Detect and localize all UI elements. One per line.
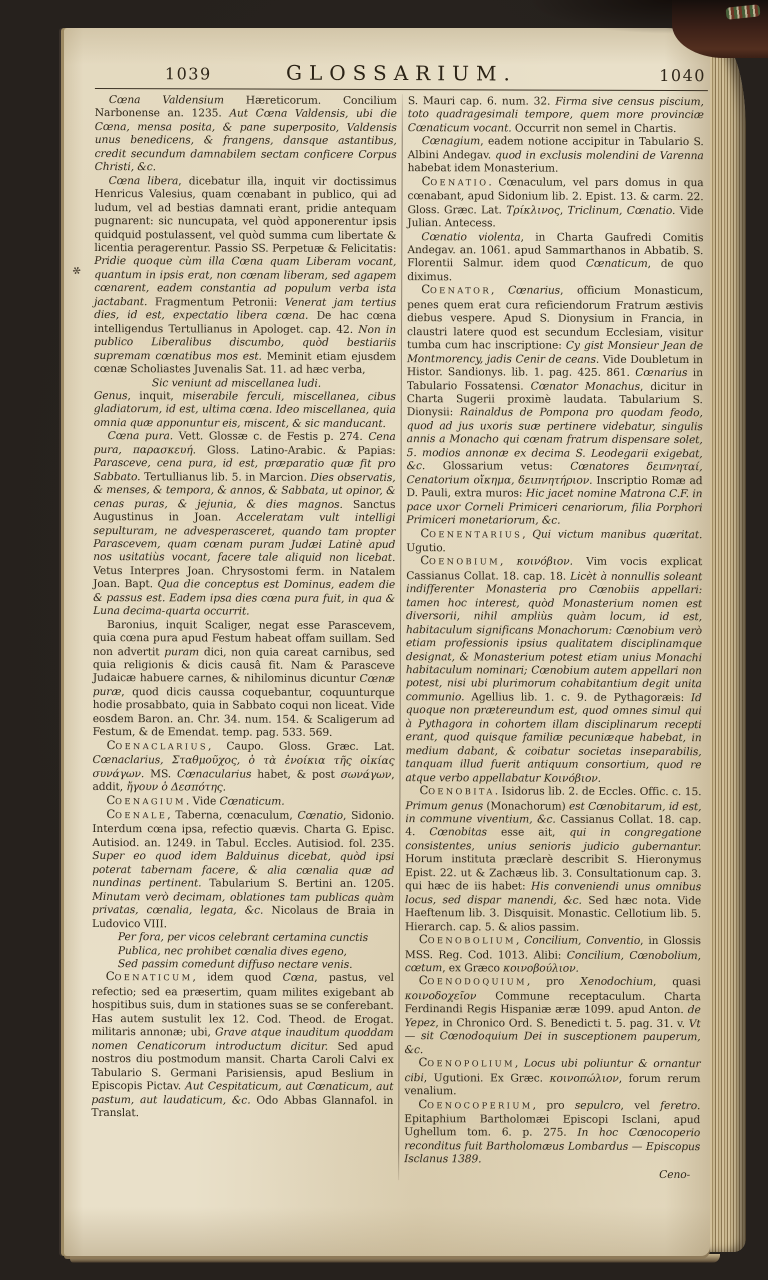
verse-block: [94, 376, 396, 391]
text-run: Vide Julian. Antecess.: [407, 203, 704, 230]
text-run: Cœnatores: [570, 459, 647, 474]
entry-coenagium-2: [408, 134, 704, 175]
entry-headword: C: [420, 553, 430, 568]
text-run: Parasceve, cena pura, id est, præparatio quæ fit pro Sabbato.: [93, 456, 396, 483]
text-run: Vt — sit Cœnodoquium Dei in susceptionem pauperum, &c.: [404, 1016, 701, 1056]
entry-coenator: [406, 283, 703, 527]
entry-coenopolium: [404, 1056, 700, 1098]
text-run: , addit,: [92, 767, 395, 794]
text-run: , pastus, vel refectio; sed ea præsertim, quam milites exigebant ab hospitibus suis, dum in stationes suas se se conferebant. Has autem sustulit lex 12. Cod. Theod. de Erogat. militaris annonæ; ubi,: [91, 971, 394, 1039]
text-run: Fragmentum Petronii:: [147, 294, 285, 309]
entry-coenagium: [92, 794, 394, 810]
entry-headword: C: [106, 807, 116, 822]
text-run: Baronius, inquit Scaliger, negat esse Parascevem, quia cœna pura apud Festum habeat offam suillam. Sed non advertit: [92, 617, 396, 658]
text-run: S. Mauri cap. 6. num. 32.: [407, 94, 556, 108]
text-run: Dies observatis, & menses, & tempora, & annos, & Sabbata, ut opinor, & cenas puras, & jejunia, & dies magnos.: [93, 470, 396, 511]
text-run: Κοινόβιον.: [543, 771, 602, 785]
entry-headword: C: [418, 973, 428, 988]
entry-headword: C: [105, 969, 115, 984]
text-run: , forum rerum venalium.: [404, 1071, 701, 1098]
text-run: κοινοπώλιον: [549, 1071, 619, 1085]
text-run: . Isidorus lib. 2. de Eccles. Offic. c. 15.: [494, 784, 702, 799]
text-run: ,: [515, 933, 525, 947]
text-run: , Ugutioni. Ex Græc.: [423, 1070, 550, 1085]
text-run: Qua die conceptus est Dominus, eadem die & passus est. Eadem ipsa dies cœna pura fuit, in qua & Luna decima-quarta occurrit.: [93, 577, 396, 618]
book-page: [64, 28, 710, 1256]
text-run: ἤγουν ὁ Δεσπότης.: [126, 780, 227, 794]
text-run: dici, non quia careat carnibus, sed quia religionis & dicis causâ fit. Nam & Parasceve Judaicæ habuere carnes, & nihilominus dicuntur: [92, 644, 395, 686]
text-run: κοινοδοχεῖον: [404, 988, 477, 1003]
text-run: Concilium, Cœnobolium, cœtum: [404, 948, 701, 975]
text-run: σωνάγων: [340, 767, 392, 781]
text-run: feretro: [660, 1098, 698, 1112]
verse-line: Per fora, per vicos celebrant certamina cunctis: [117, 930, 369, 945]
text-run: Sanctus Augustinus in Joan.: [93, 497, 396, 524]
text-run: παρασκευή.: [132, 442, 196, 457]
entry-headword: OENACLARIUS: [115, 740, 208, 752]
entry-headword: OENOBOLIUM: [427, 935, 516, 946]
text-run: , inquit,: [127, 389, 183, 403]
entry-baronius: [93, 618, 395, 740]
text-run: Firma sive census piscium, toto quadragesimali tempore, quem more provinciæ Cœnaticum vocant.: [407, 94, 704, 135]
entry-coenatio: [407, 175, 703, 231]
text-run: Sed apud nostros diu postmodum mansit. Charta Caroli Calvi ex Tabulario S. Germani Parisiensis, apud Beslium in Episcopis Pictav.: [91, 1039, 394, 1093]
text-run: , Taberna, cœnaculum,: [167, 808, 298, 822]
text-run: Meminit etiam ejusdem cœnæ Scholiastes Juvenalis Sat. 11. ad hæc verba,: [93, 349, 397, 377]
text-run: sepulcro: [574, 1098, 621, 1112]
verse-line: Publica, nec prohibet cœnalia dives egeno,: [117, 943, 347, 958]
text-run: ,: [559, 203, 568, 217]
text-run: Rainaldus de Pompona pro quodam feodo, quod ad jus uxoris suæ pertinere videbatur, singulis annis a Monacho qui cœnam fratrum dispensare solet, 5. modios annonæ ex decima S. Leodegarii exigebat, &c.: [406, 405, 703, 473]
text-run: Cœnator Monachus: [530, 379, 640, 393]
headband-stitching: [725, 4, 760, 19]
margin-ink-mark-icon: ✻: [70, 264, 83, 279]
entry-coenentarius: [406, 527, 702, 556]
text-run: in Tabulario Fossatensi.: [406, 366, 703, 393]
text-run: Cœnatio violenta: [421, 229, 521, 244]
entry-coenale: [92, 808, 394, 931]
text-run: Cœna libera: [108, 173, 179, 188]
text-run: Non in publico Liberalibus discumbo, quòd bestiariis supremam cœnatibus mos est.: [93, 322, 397, 363]
entry-coenaclarius: [92, 739, 394, 795]
catchword: Ceno-: [659, 1167, 691, 1181]
text-run: Τρίκλινος: [506, 203, 560, 217]
text-run: His conveniendi unus omnibus locus, sed dispar manendi, &c.: [405, 879, 702, 907]
entry-genus: [94, 389, 396, 430]
verse-line: Sic veniunt ad miscellanea ludi.: [151, 375, 322, 390]
text-run: de Yepez: [404, 1003, 701, 1030]
entry-coena-pura: [93, 429, 396, 618]
text-run: Vetus Interpres Joan. Chrysostomi ferm. in Natalem Joan. Bapt.: [93, 563, 396, 591]
entry-coenaticum-cont: [408, 94, 704, 135]
text-run: Concilium, Conventio: [524, 933, 641, 948]
text-run: Cœnaticum: [585, 257, 648, 271]
text-run: Agellius lib. 1. c. 9. de Pythagoræis:: [464, 690, 691, 705]
entry-headword: OENALE: [115, 810, 168, 821]
entry-headword: OENOBITA: [428, 786, 495, 797]
text-run: Occurrit non semel in Chartis.: [511, 121, 677, 135]
entry-coenobolium: [405, 933, 701, 975]
text-run: , dicitur in Charta Sugerii proximè laudata. Tabularium S. Dionysii:: [406, 379, 703, 419]
text-run: qui in congregatione consistentes, unius senioris judicio gubernantur.: [405, 826, 702, 854]
verse-block: [92, 930, 394, 971]
text-run: , dicebatur illa, inquit vir doctissimus Henricus Valesius, quam cœnabant in publico, qui ad ludum, vel ad bestias damnati erant, pridie antequam pugnarent: sic nuncupata, vel quòd apponerentur ipsis quidquid postulassent, vel quòd summa cum libertate & licentia peragerentur. Passio SS. Perpetuæ & Felicitatis:: [94, 174, 397, 256]
text-run: Inscriptio Romæ ad D. Pauli, extra muros:: [406, 473, 703, 500]
entry-headword: OENODOQUIUM: [427, 976, 527, 987]
page-number-right: 1040: [659, 65, 706, 86]
text-run: Cœna Valdensium: [108, 93, 246, 107]
entry-headword: C: [421, 173, 431, 188]
text-run: miserabile ferculi, miscellanea, cibus gladiatorum, id est, ultima cœna. Ideo miscellanea, quia omnia quæ apponuntur eis, miscent, & sic manducant.: [93, 389, 396, 430]
text-run: οἴκημα, δειπνητήριον.: [473, 473, 593, 487]
text-run: Vide Doubletum in Histor. Sandionys. lib. 1. pag. 425. 861.: [406, 352, 703, 379]
text-run: . Cœnaculum, vel pars domus in qua cœnabant, apud Sidonium lib. 2. Epist. 13. & carm. 22. Gloss. Græc. Lat.: [407, 175, 704, 217]
entry-headword: C: [418, 1096, 428, 1111]
verse-line: Sed passim comedunt diffuso nectare venis.: [117, 957, 353, 971]
text-run: Cœnarius: [635, 365, 688, 380]
text-run: ,: [522, 526, 533, 541]
entry-headword: C: [418, 1055, 428, 1070]
text-run: κοινόβιον.: [516, 554, 573, 569]
entry-coenaticum: [91, 970, 394, 1120]
text-run: Cœnæ puræ: [92, 672, 395, 699]
page-title: GLOSSARIUM.: [286, 60, 517, 86]
text-run: , idem quod: [192, 970, 283, 985]
text-run: habebat idem Monasterium.: [407, 161, 559, 175]
text-run: In hoc Cœnocoperio reconditus fuit Bartholomæus Lombardus — Episcopus Isclanus 1389.: [404, 1126, 701, 1166]
text-run: Acceleratam vult intelligi sepulturam, ne advesperasceret, quando tam propter Parascevem, quam cœnam puram Judæi Latinè apud nos usitatiùs vocant, facere tale aliquid non licebat.: [93, 510, 396, 565]
text-run: Genus: [93, 388, 128, 403]
text-run: Super eo quod idem Balduinus dicebat, quòd ipsi poterat tabernam facere, & alia cœnalia quæ ad nundinas pertinent.: [92, 849, 395, 890]
text-run: Qui victum manibus quæritat.: [532, 527, 703, 541]
text-run: Cœna pura.: [107, 429, 174, 443]
entry-headword: C: [419, 783, 429, 798]
text-run: , officium Monasticum, penes quem erat cura reficiendorum Fratrum æstivis diebus vespere. Apud S. Dionysium in Francia, in claustri latere quod est secundum Ecclesiam, visitur tumba cum hac inscriptione:: [406, 283, 704, 352]
text-run: , pro: [532, 1098, 575, 1112]
text-run: Cassianus Collat. 18. cap. 4.: [405, 812, 702, 839]
text-run: est Cœnobitarum, id est, in commune viventium, &c.: [405, 799, 702, 826]
text-run: Vim vocis explicat Cassianus Collat. 18. cap. 18.: [406, 555, 703, 583]
entry-headword: OENAGIUM: [115, 795, 186, 806]
running-head: [95, 60, 708, 88]
header-rule: [95, 88, 708, 91]
text-run: Sed hæc nota. Vide Haeftenum lib. 3. Disquisit. Monastic. Cellotium lib. 5. Hierarch. cap. 5. & alios passim.: [404, 893, 702, 934]
text-run: Cœnaclarius,: [92, 753, 172, 767]
text-run: MS.: [144, 766, 178, 780]
page-number-left: 1039: [164, 64, 212, 84]
text-run: quod in exclusis molendini de Varenna: [495, 148, 704, 162]
text-run: ,: [514, 1056, 524, 1070]
entry-headword: C: [106, 737, 116, 752]
text-run: Glossarium vetus:: [425, 459, 571, 473]
entry-headword: OENATOR: [429, 285, 492, 296]
text-run: , Sidonio. Interdum cœna ipsa, refectio quævis. Charta G. Episc. Autisiod. an. 1249. in Tabul. Eccles. Autisiod. fol. 235.: [92, 808, 395, 850]
text-run: (Monachorum): [482, 798, 569, 813]
text-run: . Vide: [185, 793, 220, 808]
text-run: Odo Abbas Glannafol. in Translat.: [91, 1093, 394, 1120]
text-run: Aut Cœna Valdensis, ubi die Cœna, mensa posita, & pane superposito, Valdensis unus benedicens, & frangens, dansque astantibus, credit secundum damnabilem sectam conficere Corpus Christi, &c.: [94, 106, 397, 174]
entry-headword: C: [420, 525, 430, 540]
text-run: Primum genus: [405, 798, 484, 812]
text-run: Cœnatio: [297, 808, 344, 822]
entry-coena-libera: [94, 174, 397, 377]
entry-headword: C: [421, 282, 431, 297]
text-run: Cœna: [282, 971, 315, 985]
text-run: , ex Græco: [442, 961, 504, 975]
text-run: Tertullianus lib. 5. in Marcion.: [140, 469, 311, 484]
entry-coenobium: [405, 554, 702, 785]
text-run: Cœnaticum.: [219, 794, 285, 808]
entry-headword: OENOPOLIUM: [427, 1058, 515, 1069]
text-run: Triclinum, Cœnatio.: [567, 203, 676, 217]
text-run: , eadem notione accipitur in Tabulario S. Albini Andegav.: [407, 134, 704, 162]
text-run: Cœnobitas: [429, 825, 487, 839]
book-fore-edge: [704, 44, 746, 1252]
text-run: Σταθμοῦχος, ὁ τὰ ἐνοίκια τῆς οἰκίας συνάγων.: [92, 753, 395, 780]
text-run: Gloss. Latino-Arabic. & Papias:: [195, 443, 396, 457]
text-run: , pro: [526, 974, 581, 989]
text-run: Cy gist Monsieur Jean de Montmorency, jadis Cenir de ceans.: [406, 338, 704, 366]
text-block: [91, 93, 708, 1181]
printed-area: [91, 60, 708, 1181]
text-run: ,: [499, 554, 517, 568]
text-run: Venerat jam tertius dies, id est, expectatio libera cœna.: [94, 295, 397, 322]
entry-coenocoperium: [404, 1098, 700, 1167]
text-run: Pridie quoque cùm illa Cœna quam Liberam vocant, quantum in ipsis erat, non cœnam liberam, sed agapem cœnarent, eadem constantia ad populum verba ista jactabant.: [94, 254, 397, 308]
text-run: , Caupo. Gloss. Græc. Lat.: [207, 739, 395, 753]
text-run: puram: [164, 644, 200, 658]
text-run: , Cenatorium: [406, 460, 703, 487]
text-run: Id quoque non prætereundum est, quod omnes simul qui à Pythagora in cohortem illam disciplinarum recepti erant, quod quisque familiæ pecuniæque habebat, in medium dabant, & coibatur societas inseparabilis, tanquam illud fuerit antiquum consortium, quod re atque verbo appellabatur: [405, 691, 702, 785]
text-run: De hac cœna intelligendus Tertullianus in Apologet. cap. 42.: [94, 308, 397, 336]
text-run: Grave atque inauditum quoddam nomen Cenaticorum introductum dicitur.: [91, 1025, 394, 1053]
text-run: κοινοβούλιον.: [503, 961, 579, 975]
entry-headword: C: [418, 932, 428, 947]
text-run: Locus ubi poliuntur & ornantur cibi: [404, 1056, 701, 1084]
text-run: Cœnarius: [507, 283, 561, 297]
text-run: Nicolaus de Braia in Ludovico VIII.: [91, 903, 395, 930]
entry-headword: OENATICUM: [114, 972, 193, 983]
text-run: Commune receptaculum. Charta Ferdinandi Regis Hispaniæ æræ 1099. apud Anton.: [404, 989, 701, 1017]
text-run: Cœnagium: [421, 134, 481, 148]
text-run: Aut Cespitaticum, aut Cœnaticum, aut pastum, aut laudaticum, &c.: [91, 1079, 394, 1107]
text-run: Ugutio.: [406, 541, 446, 555]
text-run: habet, & post: [251, 767, 341, 781]
entry-coenodoquium: [405, 975, 701, 1058]
entry-headword: C: [106, 792, 116, 807]
text-run: Licèt à nonnullis soleant indifferenter Monasteria pro Cœnobiis appellari: tamen hoc interest, quòd Monasterium nomen est diversorii, nihil ampliùs quàm locum, id est, habitaculum significans Monachorum: Cœnobium verò etiam professionis ipsius qualitatem disciplinamque designat, & Monasterium potest etiam unius Monachi habitaculum nominari; Cœnobium autem appellari non potest, nisi ubi plurimorum cohabitantium degit unita communio.: [405, 569, 703, 704]
text-run: , quasi: [652, 975, 701, 989]
text-run: esse ait,: [486, 825, 570, 840]
entry-coena-valdensium: [95, 93, 397, 175]
column-divider-rule: [398, 94, 403, 1180]
text-run: Minutam verò decimam, oblationes tam publicas quàm privatas, cœnalia, legata, &c.: [92, 889, 395, 917]
text-run: , quod dicis caussa coquebantur, coquunturque hodie prosabbato, quia in Sabbato coqui non liceat. Vide eosdem Baron. an. Chr. 34. num. 154. & Scaligerum ad Festum, & de Emendat. temp. pag. 533. 569.: [92, 685, 395, 740]
text-run: Hæreticorum. Concilium Narbonense an. 1235.: [94, 93, 397, 120]
entry-headword: OENOBIUM: [429, 556, 501, 567]
text-run: , de quo diximus.: [407, 257, 704, 284]
text-run: Cena pura,: [93, 430, 396, 456]
entry-headword: OENENTARIUS: [429, 528, 523, 539]
entry-coenatio-violenta: [407, 230, 703, 285]
text-run: Cœnacularius: [177, 766, 252, 781]
text-run: Hic jacet nomine Matrona C.F. in pace uxor Corneli Primiceri cenariorum, filia Porphori Primiceri monetariorum, &c.: [406, 486, 703, 527]
right-column: [404, 94, 704, 1181]
left-column: [91, 93, 397, 1180]
text-run: , in Charta Gaufredi Comitis Andegav. an. 1061. apud Sammarthanos in Abbatib. S. Florentii Salmur. idem quod: [407, 230, 704, 271]
text-run: ,: [491, 283, 509, 297]
entry-headword: OENATIO: [430, 176, 489, 188]
text-run: , in Glossis MSS. Reg. Cod. 1013. Alibi:: [404, 934, 701, 962]
text-run: , vel: [620, 1098, 661, 1112]
entry-headword: OENOCOPERIUM: [427, 1099, 533, 1111]
text-run: Xenodochium: [580, 975, 654, 989]
text-run: Tabularium S. Bertini an. 1205.: [201, 876, 395, 891]
text-run: δειπνηταί: [646, 460, 700, 474]
text-run: , in Chronico Ord. S. Benedicti t. 5. pag. 31. v.: [435, 1016, 689, 1030]
entry-coenobita: [405, 784, 702, 934]
text-run: Vett. Glossæ c. de Festis p. 274.: [173, 429, 369, 444]
text-run: . Epitaphium Bartholomæi Episcopi Isclani, apud Ughellum tom. 6. p. 275.: [404, 1098, 701, 1140]
text-run: Horum instituta præclarè describit S. Hieronymus Epist. 22. ut & Zachæus lib. 3. Consultationum cap. 3. qui hæc de iis habet:: [405, 852, 702, 893]
